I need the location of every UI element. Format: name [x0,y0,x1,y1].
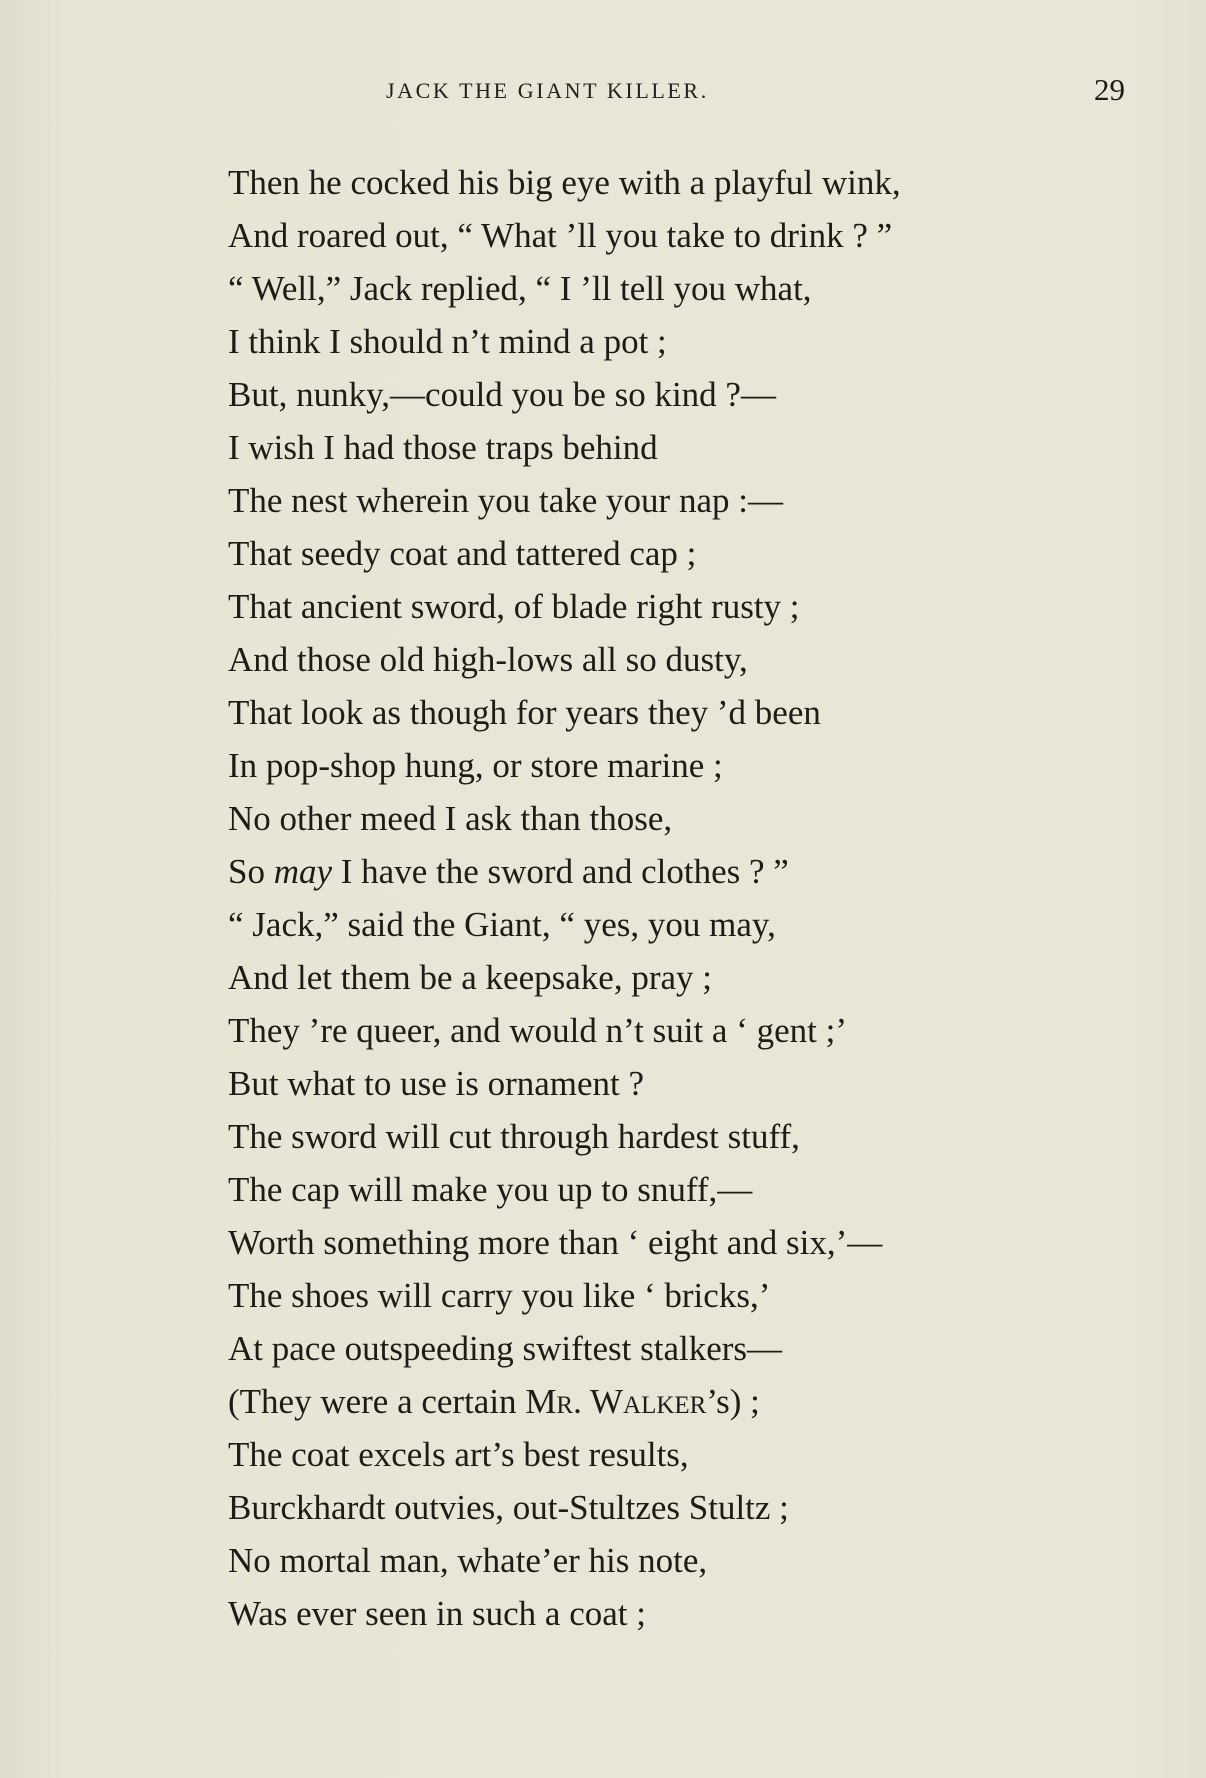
verse-line: I wish I had those traps behind [228,428,658,467]
verse-line: The coat excels art’s best results, [228,1435,689,1474]
page-number: 29 [1094,72,1125,107]
verse-line: That look as though for years they ’d been [228,693,821,732]
verse-line: And those old high-lows all so dusty, [228,640,748,679]
verse-line: The sword will cut through hardest stuff, [228,1117,800,1156]
verse-line: Worth something more than ‘ eight and six,’— [228,1223,883,1262]
verse-line: The cap will make you up to snuff,— [228,1170,753,1209]
running-head-title: JACK THE GIANT KILLER. [386,78,709,103]
verse-line: In pop-shop hung, or store marine ; [228,746,723,785]
verse-line: No mortal man, whate’er his note, [228,1541,708,1580]
poem-verse [228,156,1088,1640]
verse-text: ’s) ; [706,1382,760,1421]
verse-line: But what to use is ornament ? [228,1064,645,1103]
verse-line: That seedy coat and tattered cap ; [228,534,697,573]
verse-line: I think I should n’t mind a pot ; [228,322,667,361]
verse-line: “ Jack,” said the Giant, “ yes, you may, [228,905,776,944]
verse-line: “ Well,” Jack replied, “ I ’ll tell you what, [228,269,812,308]
verse-text: (They were a certain [228,1382,526,1421]
verse-line: At pace outspeeding swiftest stalkers— [228,1329,783,1368]
verse-line: But, nunky,—could you be so kind ?— [228,375,776,414]
verse-line: And let them be a keepsake, pray ; [228,958,712,997]
verse-line [228,1375,1088,1428]
verse-line: They ’re queer, and would n’t suit a ‘ gent ;’ [228,1011,848,1050]
verse-text: I have the sword and clothes ? ” [332,852,789,891]
verse-line: Was ever seen in such a coat ; [228,1594,646,1633]
verse-text: So [228,852,274,891]
small-caps-name: Mr. Walker [525,1382,707,1421]
verse-line: Then he cocked his big eye with a playful wink, [228,163,901,202]
verse-line: No other meed I ask than those, [228,799,673,838]
verse-line: The nest wherein you take your nap :— [228,481,783,520]
italic-word: may [273,852,333,891]
running-head [0,74,1206,114]
verse-line: That ancient sword, of blade right rusty ; [228,587,800,626]
verse-line: Burckhardt outvies, out-Stultzes Stultz ; [228,1488,789,1527]
verse-line: And roared out, “ What ’ll you take to drink ? ” [228,216,893,255]
verse-line: The shoes will carry you like ‘ bricks,’ [228,1276,771,1315]
verse-line [228,845,1088,898]
